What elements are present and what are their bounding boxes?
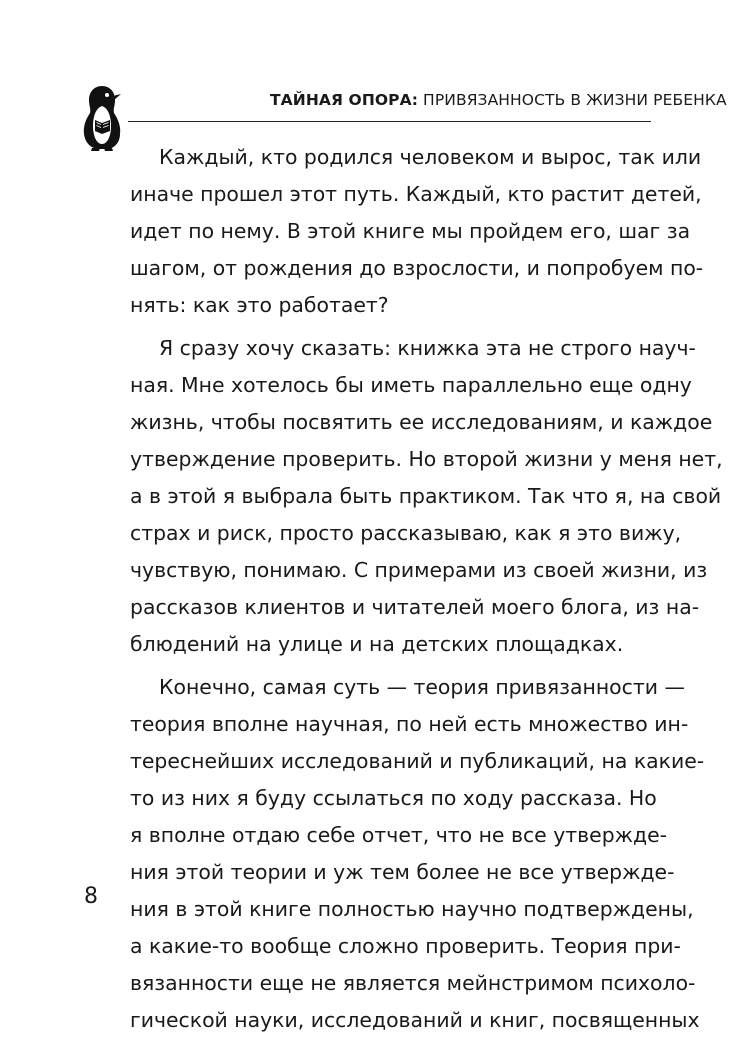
text-line: чувствую, понимаю. С примерами из своей жизни, из (130, 558, 708, 582)
text-line: ния этой теории и уж тем более не все утвержде- (130, 860, 675, 884)
header-rule (128, 121, 651, 122)
text-line: а какие-то вообще сложно проверить. Теория при- (130, 934, 681, 958)
page-number: 8 (84, 884, 98, 909)
text-line: утверждение проверить. Но второй жизни у меня нет, (130, 447, 723, 471)
text-line: вязанности еще не является мейнстримом психоло- (130, 971, 696, 995)
header-title-bold: ТАЙНАЯ ОПОРА: (270, 91, 419, 109)
text-line: блюдений на улице и на детских площадках. (130, 632, 624, 656)
text-line: ния в этой книге полностью научно подтверждены, (130, 897, 694, 921)
text-line: гической науки, исследований и книг, посвященных (130, 1008, 700, 1032)
text-line: рассказов клиентов и читателей моего блога, из на- (130, 595, 700, 619)
text-line: иначе прошел этот путь. Каждый, кто растит детей, (130, 182, 702, 206)
body-text (130, 139, 723, 1039)
running-header (270, 91, 727, 109)
text-line: Конечно, самая суть — теория привязанности — (159, 675, 685, 699)
text-line: шагом, от рождения до взрослости, и попробуем по- (130, 256, 704, 280)
text-line: нять: как это работает? (130, 293, 389, 317)
text-line: Каждый, кто родился человеком и вырос, так или (159, 145, 702, 169)
paragraph-1 (130, 139, 704, 324)
paragraph-2 (130, 330, 723, 663)
text-line: Я сразу хочу сказать: книжка эта не строго науч- (159, 336, 696, 360)
penguin-reading-book-icon (80, 82, 124, 152)
text-line: жизнь, чтобы посвятить ее исследованиям, и каждое (130, 410, 713, 434)
text-line: тереснейших исследований и публикаций, на какие- (130, 749, 705, 773)
text-line: теория вполне научная, по ней есть множество ин- (130, 712, 689, 736)
text-line: я вполне отдаю себе отчет, что не все утвержде- (130, 823, 668, 847)
paragraph-3 (130, 669, 705, 1039)
text-line: страх и риск, просто рассказываю, как я это вижу, (130, 521, 682, 545)
text-line: идет по нему. В этой книге мы пройдем его, шаг за (130, 219, 691, 243)
text-line: то из них я буду ссылаться по ходу рассказа. Но (130, 786, 657, 810)
text-line: а в этой я выбрала быть практиком. Так что я, на свой (130, 484, 722, 508)
text-line: ная. Мне хотелось бы иметь параллельно еще одну (130, 373, 692, 397)
header-title-rest: ПРИВЯЗАННОСТЬ В ЖИЗНИ РЕБЕНКА (418, 91, 727, 109)
